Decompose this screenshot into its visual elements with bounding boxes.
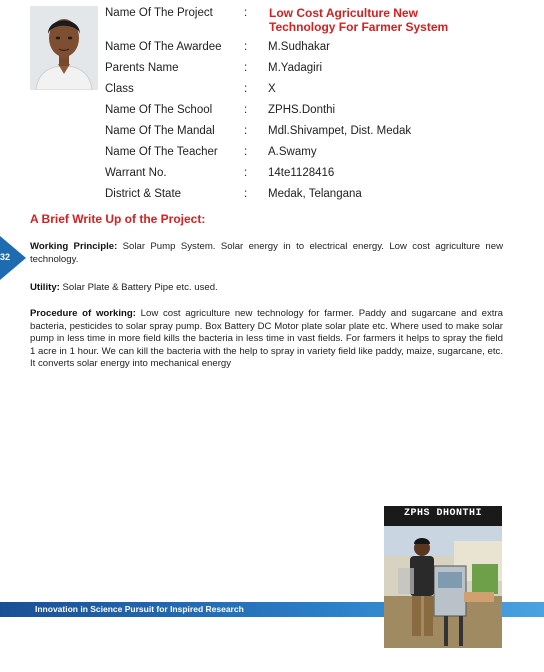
detail-value: ZPHS.Donthi	[268, 104, 336, 116]
detail-row-awardee	[105, 40, 535, 61]
photo-scene	[384, 506, 502, 648]
project-photo	[384, 506, 502, 648]
detail-separator: :	[244, 167, 248, 179]
detail-separator: :	[244, 104, 248, 116]
detail-value: 14te1128416	[268, 167, 335, 179]
paragraph-heading: Utility:	[30, 282, 60, 293]
detail-row-school	[105, 103, 535, 124]
paragraph-text: Low cost agriculture new technology for farmer. Paddy and sugarcane and extra bacteria, pesticides to solar spray pump. Box Battery DC Motor plate solar plate etc. Where used to make solar pump in less time in more field kills the bacteria in less time in vast fields. For farmers it helps to spray the field 1 acre in 1 hour. We can kill the bacteria with the help to spray in variety field like paddy, maize, sugarcane, etc. It converts solar energy into mechanical energy	[30, 308, 504, 369]
project-title	[269, 6, 489, 34]
project-title-line-1: Low Cost Agriculture New	[269, 6, 418, 20]
page-number: 32	[0, 252, 11, 262]
detail-label: Class	[105, 83, 134, 95]
detail-value: Mdl.Shivampet, Dist. Medak	[268, 125, 412, 137]
detail-separator: :	[244, 83, 248, 95]
student-portrait	[30, 6, 98, 90]
detail-row-district	[105, 187, 535, 208]
detail-row-warrant	[105, 166, 535, 187]
detail-row-project	[105, 6, 535, 40]
footer-tagline: Innovation in Science Pursuit for Inspired Research	[35, 604, 244, 614]
utility-paragraph	[30, 282, 503, 295]
paragraph-text: Solar Pump System. Solar energy in to electrical energy. Low cost agriculture new technology.	[30, 241, 504, 265]
detail-label: Name Of The Teacher	[105, 146, 218, 158]
detail-value: X	[268, 83, 276, 95]
detail-value: A.Swamy	[268, 146, 317, 158]
detail-separator: :	[244, 125, 248, 137]
detail-separator: :	[244, 41, 248, 53]
working-principle-paragraph	[30, 241, 503, 266]
photo-caption: ZPHS DHONTHI	[403, 508, 482, 519]
detail-row-class	[105, 82, 535, 103]
detail-separator: :	[244, 188, 248, 200]
detail-value: Medak, Telangana	[268, 188, 362, 200]
paragraph-heading: Procedure of working:	[30, 308, 136, 319]
detail-value: M.Sudhakar	[268, 41, 331, 53]
detail-label: District & State	[105, 188, 182, 200]
detail-row-parents	[105, 61, 535, 82]
detail-label: Name Of The School	[105, 104, 213, 116]
write-up-heading: A Brief Write Up of the Project:	[30, 212, 206, 226]
detail-value: M.Yadagiri	[268, 62, 323, 74]
detail-label: Parents Name	[105, 62, 179, 74]
detail-label: Name Of The Mandal	[105, 125, 215, 137]
paragraph-heading: Working Principle:	[30, 241, 118, 252]
detail-label: Name Of The Project	[105, 7, 213, 19]
detail-label: Name Of The Awardee	[105, 41, 222, 53]
procedure-paragraph	[30, 308, 503, 371]
detail-row-mandal	[105, 124, 535, 145]
project-title-line-2: Technology For Farmer System	[269, 20, 449, 34]
paragraph-text: Solar Plate & Battery Pipe etc. used.	[59, 282, 218, 293]
detail-row-teacher	[105, 145, 535, 166]
detail-separator: :	[244, 7, 248, 19]
portrait-image	[30, 6, 98, 90]
project-details-table	[105, 6, 535, 208]
detail-separator: :	[244, 146, 248, 158]
detail-separator: :	[244, 62, 248, 74]
detail-label: Warrant No.	[105, 167, 167, 179]
